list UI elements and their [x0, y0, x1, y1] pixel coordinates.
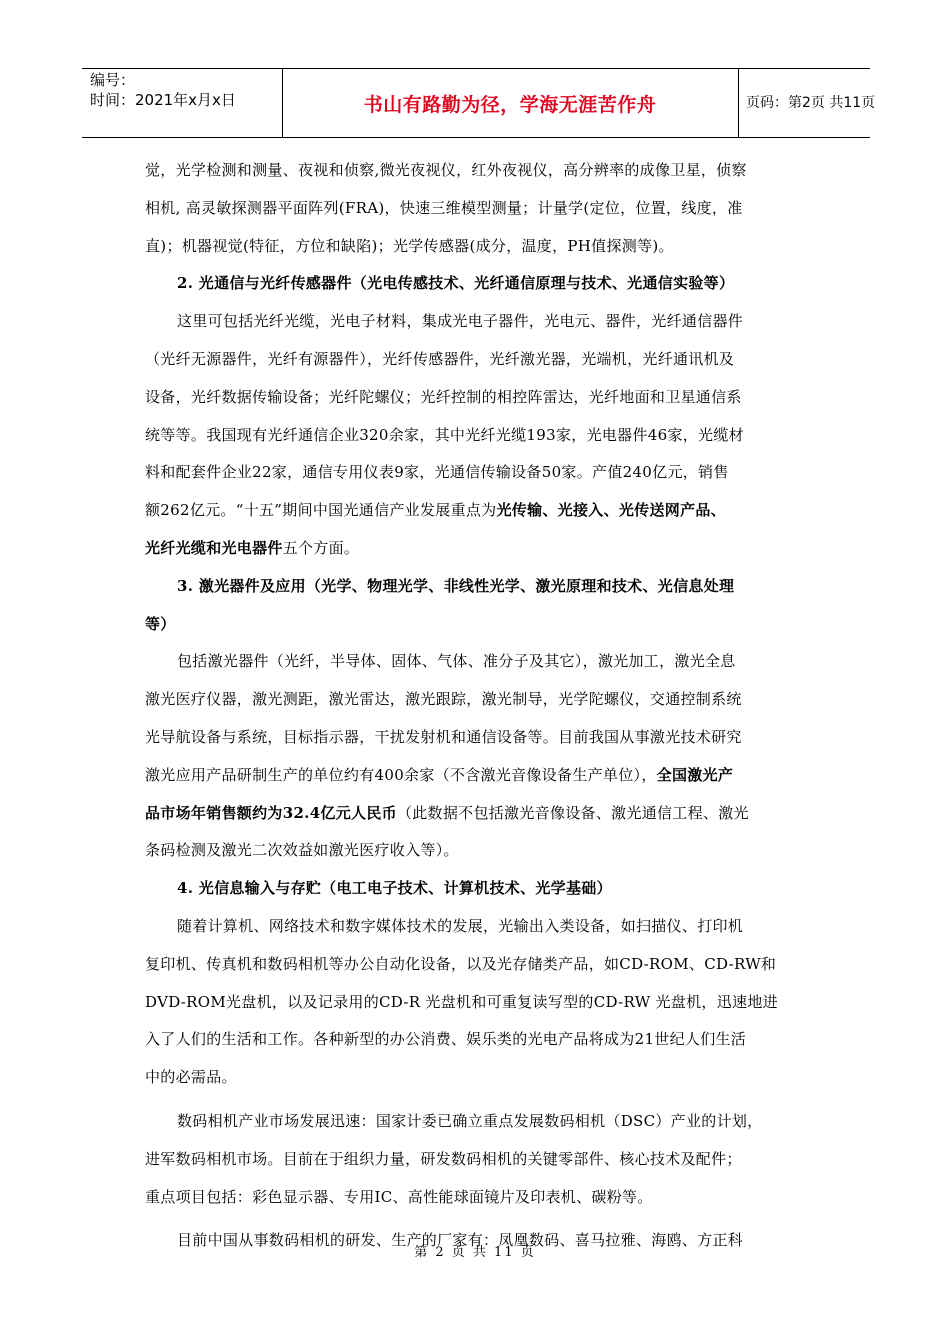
header-table: [82, 68, 876, 138]
body-line: 数码相机产业市场发展迅速：国家计委已确立重点发展数码相机（DSC）产业的计划，: [177, 1111, 763, 1130]
body-line: 包括激光器件（光纤，半导体、固体、气体、准分子及其它），激光加工，激光全息: [177, 652, 736, 671]
page-footer: 第 2 页 共 11 页: [414, 1245, 536, 1260]
body-text: 额262亿元。“十五”期间中国光通信产业发展重点为: [145, 501, 497, 520]
body-line: 相机, 高灵敏探测器平面阵列(FRA)，快速三维模型测量；计量学(定位，位置，线度，准: [145, 198, 743, 217]
emphasis-text: 全国激光产: [656, 765, 734, 784]
body-line: 觉，光学检测和测量、夜视和侦察,微光夜视仪，红外夜视仪，高分辨率的成像卫星，侦察: [145, 161, 747, 179]
body-text: 激光应用产品研制生产的单位约有400余家（不含激光音像设备生产单位），: [145, 765, 657, 784]
body-line: 光导航设备与系统，目标指示器，干扰发射机和通信设备等。目前我国从事激光技术研究: [145, 727, 742, 746]
body-line: 直)；机器视觉(特征，方位和缺陷)；光学传感器(成分，温度，PH值探测等)。: [145, 236, 674, 255]
emphasis-text: 光传输、光接入、光传送网产品、: [496, 501, 726, 520]
header-page-cell: [738, 69, 876, 137]
section-heading-3: 3. 激光器件及应用（光学、物理光学、非线性光学、激光原理和技术、光信息处理: [177, 576, 735, 595]
body-line: [145, 492, 807, 530]
emphasis-text: 品市场年销售额约为32.4亿元人民币: [145, 803, 397, 822]
body-line: 入了人们的生活和工作。各种新型的办公消费、娱乐类的光电产品将成为21世纪人们生活: [145, 1030, 747, 1049]
header-motto-cell: [282, 69, 739, 137]
body-line: 料和配套件企业22家，通信专用仪表9家，光通信传输设备50家。产值240亿元，销售: [145, 463, 729, 482]
body-line: 进军数码相机市场。目前在于组织力量，研发数码相机的关键零部件、核心技术及配件；: [145, 1149, 742, 1168]
header-meta-cell: [82, 69, 283, 137]
header-motto: 书山有路勤为径，学海无涯苦作舟: [363, 94, 657, 116]
section-heading-3-cont: 等）: [145, 614, 176, 633]
section-heading-4: 4. 光信息输入与存贮（电工电子技术、计算机技术、光学基础）: [177, 879, 612, 898]
header-page-info: 页码：第2页 共11页: [746, 95, 876, 111]
body-line: （光纤无源器件，光纤有源器件），光纤传感器件，光纤激光器，光端机，光纤通讯机及: [145, 349, 735, 368]
body-text: （此数据不包括激光音像设备、激光通信工程、激光: [396, 803, 749, 822]
body-text: 五个方面。: [282, 538, 360, 557]
body-line: 目前中国从事数码相机的研发、生产的厂家有：凤凰数码、喜马拉雅、海鸥、方正科: [177, 1231, 744, 1250]
section-heading-2: 2. 光通信与光纤传感器件（光电传感技术、光纤通信原理与技术、光通信实验等）: [177, 274, 735, 293]
body-line: 统等等。我国现有光纤通信企业320余家，其中光纤光缆193家，光电器件46家，光缆材: [145, 425, 744, 444]
emphasis-text: 光纤光缆和光电器件: [145, 538, 283, 557]
body-line: 随着计算机、网络技术和数字媒体技术的发展，光输出入类设备，如扫描仪、打印机: [177, 916, 744, 935]
body-line: 这里可包括光纤光缆，光电子材料，集成光电子器件，光电元、器件，光纤通信器件: [177, 312, 744, 331]
document-number-label: 编号：: [90, 71, 136, 89]
body-line: 复印机、传真机和数码相机等办公自动化设备，以及光存储类产品，如CD-ROM、CD-RW和: [145, 954, 777, 973]
body-line: DVD-ROM光盘机，以及记录用的CD-R 光盘机和可重复读写型的CD-RW 光盘机，迅速地进: [145, 992, 778, 1011]
body-line: [145, 795, 807, 833]
document-time-label: 时间：2021年x月x日: [90, 91, 236, 109]
body-line: [145, 530, 807, 568]
document-body: [145, 152, 807, 1260]
body-line: 重点项目包括：彩色显示器、专用IC、高性能球面镜片及印表机、碳粉等。: [145, 1187, 653, 1206]
body-line: 激光医疗仪器，激光测距，激光雷达，激光跟踪，激光制导，光学陀螺仪，交通控制系统: [145, 690, 742, 709]
body-line: [145, 757, 807, 795]
body-line: 条码检测及激光二次效益如激光医疗收入等）。: [145, 841, 459, 860]
body-line: 设备，光纤数据传输设备；光纤陀螺仪；光纤控制的相控阵雷达，光纤地面和卫星通信系: [145, 387, 742, 406]
body-line: 中的必需品。: [145, 1068, 237, 1087]
